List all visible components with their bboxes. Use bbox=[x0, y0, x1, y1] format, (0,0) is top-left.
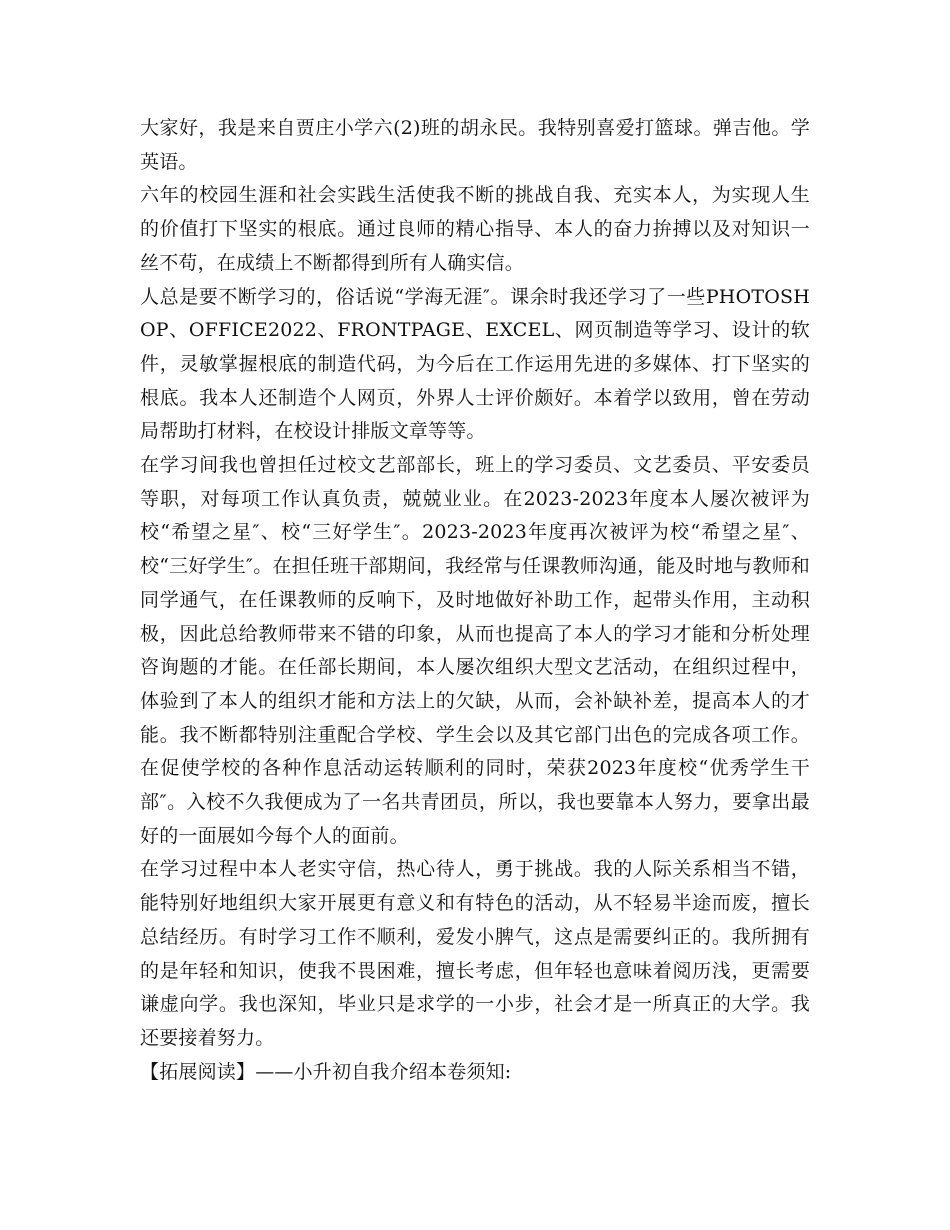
school-life-paragraph: 六年的校园生涯和社会实践生活使我不断的挑战自我、充实本人，为实现人生的价值打下坚实的根底。通过良师的精心指导、本人的奋力拚搏以及对知识一丝不苟，在成绩上不断都得到所有人确实信。 bbox=[140, 184, 810, 274]
document-body bbox=[140, 112, 810, 1089]
leadership-paragraph: 在学习间我也曾担任过校文艺部部长，班上的学习委员、文艺委员、平安委员等职，对每项工作认真负责，兢兢业业。在2023-2023年度本人屡次被评为校“希望之星″、校“三好学生″。2023-2023年度再次被评为校“希望之星″、校“三好学生″。在担任班干部期间，我经常与任课教师沟通，能及时地与教师和同学通气，在任课教师的反响下，及时地做好补助工作，起带头作用，主动积极，因此总给教师带来不错的印象，从而也提高了本人的学习才能和分析处理咨询题的才能。在任部长期间，本人屡次组织大型文艺活动，在组织过程中，体验到了本人的组织才能和方法上的欠缺，从而，会补缺补差，提高本人的才能。我不断都特别注重配合学校、学生会以及其它部门出色的完成各项工作。在促使学校的各种作息活动运转顺利的同时，荣获2023年度校“优秀学生干部″。入校不久我便成为了一名共青团员，所以，我也要靠本人努力，要拿出最好的一面展如今每个人的面前。 bbox=[140, 454, 811, 847]
personality-paragraph: 在学习过程中本人老实守信，热心待人，勇于挑战。我的人际关系相当不错，能特别好地组织大家开展更有意义和有特色的活动，从不轻易半途而废，擅长总结经历。有时学习工作不顺利，爱发小脾气，这点是需要纠正的。我所拥有的是年轻和知识，使我不畏困难，擅长考虑，但年轻也意味着阅历浅，更需要谦虚向学。我也深知，毕业只是求学的一小步，社会才是一所真正的大学。我还要接着努力。 bbox=[140, 858, 810, 1049]
extended-reading-heading: 【拓展阅读】——小升初自我介绍本卷须知: bbox=[140, 1060, 512, 1083]
skills-paragraph: 人总是要不断学习的，俗话说“学海无涯″。课余时我还学习了一些PHOTOSHOP、OFFICE2022、FRONTPAGE、EXCEL、网页制造等学习、设计的软件，灵敏掌握根底的制造代码，为今后在工作运用先进的多媒体、打下坚实的根底。我本人还制造个人网页，外界人士评价颇好。本着学以致用，曾在劳动局帮助打材料，在校设计排版文章等等。 bbox=[140, 285, 810, 443]
intro-paragraph: 大家好，我是来自贾庄小学六(2)班的胡永民。我特别喜爱打篮球。弹吉他。学英语。 bbox=[140, 117, 810, 173]
